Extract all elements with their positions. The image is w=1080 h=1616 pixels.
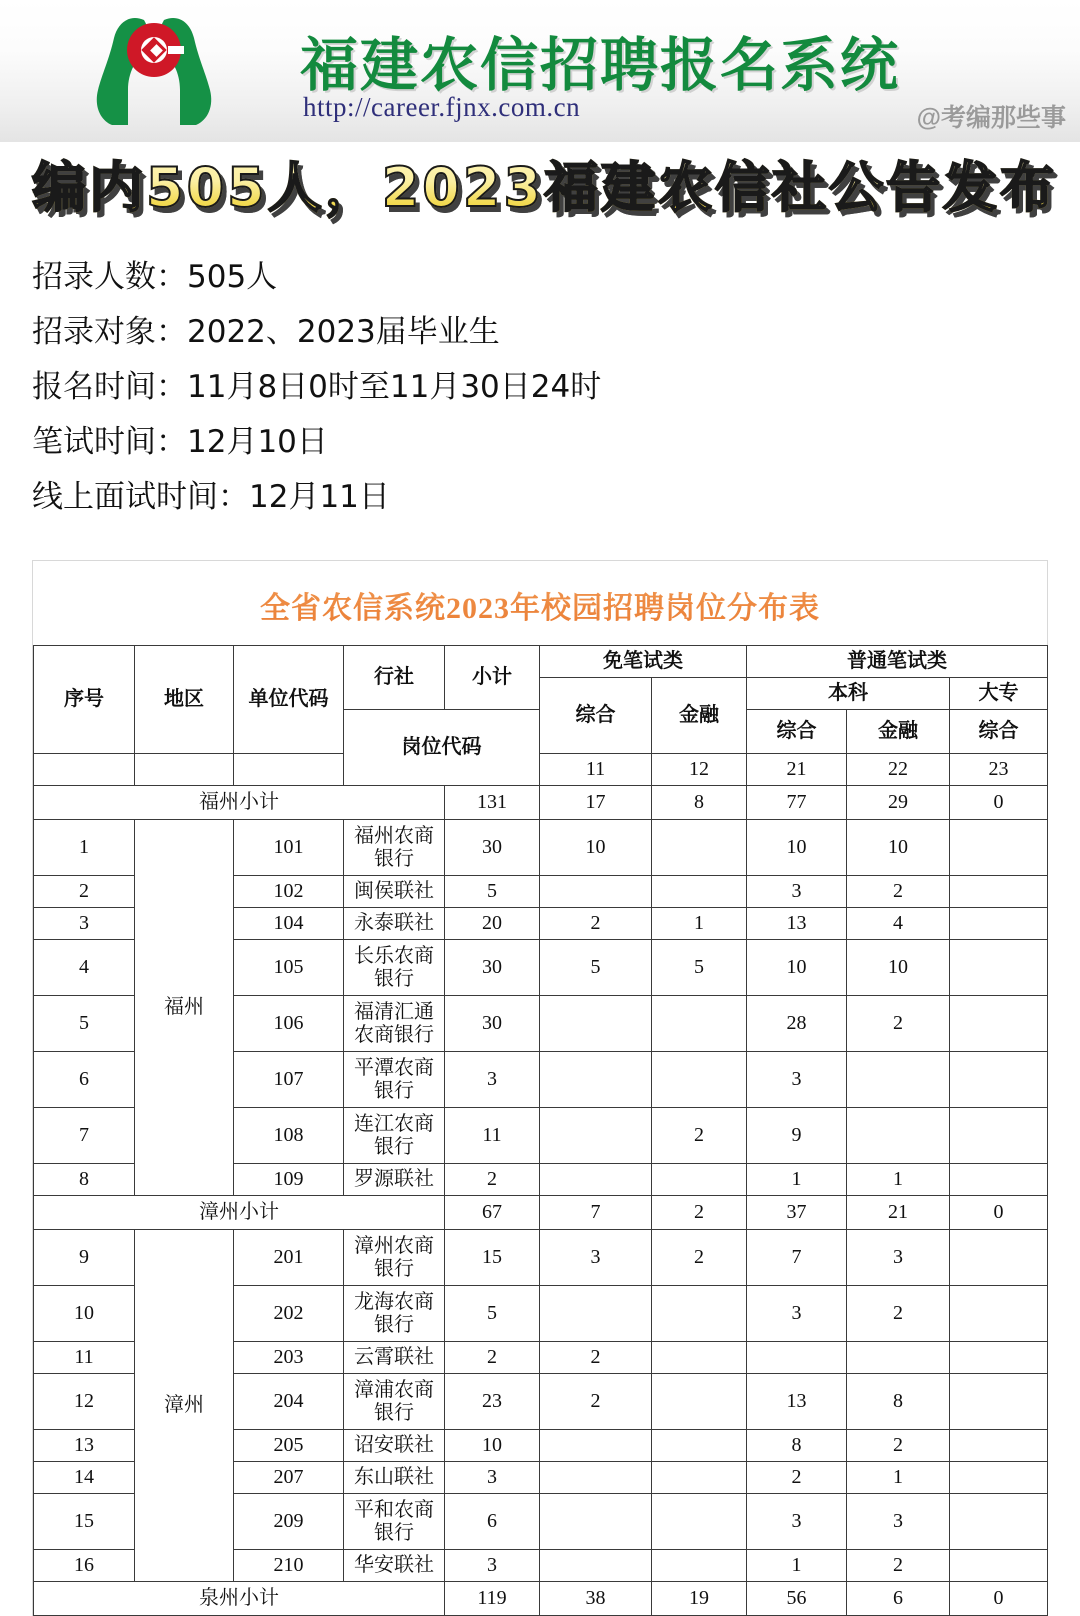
cell-subtotal: 30 [445,996,540,1052]
cell-value-22 [847,1108,950,1164]
cell-value-22 [847,1342,950,1374]
cell-value-23 [950,820,1048,876]
cell-subtotal: 30 [445,820,540,876]
cell-value-11 [540,996,652,1052]
cell-value-21: 10 [747,820,847,876]
subtotal-total: 131 [445,786,540,820]
cell-value-12 [652,1462,747,1494]
cell-subtotal: 11 [445,1108,540,1164]
cell-subtotal: 30 [445,940,540,996]
subtotal-value-11: 38 [540,1582,652,1616]
cell-value-23 [950,1494,1048,1550]
cell-value-11 [540,1430,652,1462]
cell-value-22: 1 [847,1164,950,1196]
table-subtotal-row [34,1582,1048,1616]
cell-value-22: 2 [847,1430,950,1462]
cell-subtotal: 2 [445,1342,540,1374]
cell-value-21: 3 [747,1052,847,1108]
th-college: 大专 [950,678,1048,710]
subtotal-value-23: 0 [950,786,1048,820]
post-code-blank-seq [34,754,135,786]
cell-value-21 [747,1342,847,1374]
cell-value-11 [540,1164,652,1196]
post-code-11: 11 [540,754,652,786]
cell-value-11 [540,1550,652,1582]
info-line-recruit-count: 招录人数：505人 [32,259,278,295]
cell-value-23 [950,1462,1048,1494]
cell-unit-code: 207 [234,1462,344,1494]
brand-title: 福建农信招聘报名系统 [300,31,901,99]
cell-value-11: 3 [540,1230,652,1286]
cell-unit-code: 201 [234,1230,344,1286]
cell-subtotal: 10 [445,1430,540,1462]
subtotal-label: 漳州小计 [34,1196,445,1230]
cell-value-11 [540,1052,652,1108]
cell-subtotal: 5 [445,876,540,908]
cell-value-22: 1 [847,1462,950,1494]
cell-seq: 7 [34,1108,135,1164]
cell-value-12 [652,876,747,908]
cell-value-11: 2 [540,1342,652,1374]
cell-value-23 [950,1230,1048,1286]
cell-unit-code: 210 [234,1550,344,1582]
th-exempt-comprehensive: 综合 [540,678,652,754]
cell-seq: 13 [34,1430,135,1462]
cell-value-22: 4 [847,908,950,940]
cell-unit-code: 108 [234,1108,344,1164]
cell-subtotal: 3 [445,1052,540,1108]
subtotal-value-21: 77 [747,786,847,820]
cell-value-23 [950,908,1048,940]
cell-subtotal: 5 [445,1286,540,1342]
fjnx-hands-coin-logo-icon [84,12,224,130]
cell-value-23 [950,1108,1048,1164]
subtotal-label: 福州小计 [34,786,445,820]
th-org: 行社 [344,646,445,710]
cell-value-21: 9 [747,1108,847,1164]
cell-value-11 [540,1494,652,1550]
cell-org-name: 连江农商银行 [344,1108,445,1164]
cell-value-12 [652,1342,747,1374]
cell-value-12 [652,820,747,876]
subtotal-value-12: 19 [652,1582,747,1616]
cell-value-12 [652,1052,747,1108]
subtotal-value-23: 0 [950,1582,1048,1616]
cell-value-23 [950,1374,1048,1430]
th-group-exempt: 免笔试类 [540,646,747,678]
cell-unit-code: 107 [234,1052,344,1108]
cell-value-23 [950,940,1048,996]
post-code-row [34,754,1048,786]
cell-value-11 [540,1462,652,1494]
subtotal-value-12: 8 [652,786,747,820]
cell-unit-code: 204 [234,1374,344,1430]
table-subtotal-row [34,786,1048,820]
cell-value-21: 1 [747,1164,847,1196]
cell-subtotal: 3 [445,1550,540,1582]
cell-value-22: 3 [847,1494,950,1550]
site-header [0,0,1080,142]
cell-value-11 [540,1286,652,1342]
table-head [34,646,1048,786]
cell-value-12 [652,1550,747,1582]
cell-seq: 2 [34,876,135,908]
cell-value-11: 10 [540,820,652,876]
cell-value-23 [950,996,1048,1052]
cell-subtotal: 15 [445,1230,540,1286]
info-line-written-exam: 笔试时间：12月10日 [32,424,328,460]
cell-value-22: 8 [847,1374,950,1430]
th-unit-code: 单位代码 [234,646,344,754]
cell-value-12 [652,996,747,1052]
cell-org-name: 长乐农商银行 [344,940,445,996]
cell-unit-code: 203 [234,1342,344,1374]
cell-org-name: 罗源联社 [344,1164,445,1196]
cell-value-21: 3 [747,876,847,908]
cell-unit-code: 205 [234,1430,344,1462]
cell-unit-code: 102 [234,876,344,908]
cell-org-name: 诏安联社 [344,1430,445,1462]
cell-value-23 [950,1052,1048,1108]
cell-value-21: 13 [747,908,847,940]
cell-org-name: 漳州农商银行 [344,1230,445,1286]
cell-value-12: 1 [652,908,747,940]
job-distribution-table [33,645,1048,1616]
post-code-22: 22 [847,754,950,786]
cell-org-name: 云霄联社 [344,1342,445,1374]
post-code-blank-unit [234,754,344,786]
cell-seq: 3 [34,908,135,940]
brand-url[interactable]: http://career.fjnx.com.cn [303,92,581,122]
cell-subtotal: 23 [445,1374,540,1430]
subtotal-value-11: 7 [540,1196,652,1230]
subtotal-total: 119 [445,1582,540,1616]
subtotal-label: 泉州小计 [34,1582,445,1616]
table-row [34,1230,1048,1286]
cell-value-21: 28 [747,996,847,1052]
cell-seq: 15 [34,1494,135,1550]
watermark-handle: @考编那些事 [916,104,1066,132]
cell-seq: 10 [34,1286,135,1342]
cell-seq: 5 [34,996,135,1052]
cell-unit-code: 105 [234,940,344,996]
cell-value-23 [950,1430,1048,1462]
th-region: 地区 [135,646,234,754]
th-bachelor-finance: 金融 [847,710,950,754]
cell-value-23 [950,1164,1048,1196]
th-bachelor-comprehensive: 综合 [747,710,847,754]
cell-value-23 [950,1550,1048,1582]
cell-subtotal: 20 [445,908,540,940]
cell-seq: 8 [34,1164,135,1196]
cell-value-23 [950,1342,1048,1374]
cell-org-name: 龙海农商银行 [344,1286,445,1342]
cell-region: 漳州 [135,1230,234,1582]
cell-seq: 11 [34,1342,135,1374]
cell-org-name: 漳浦农商银行 [344,1374,445,1430]
cell-value-21: 10 [747,940,847,996]
th-college-comprehensive: 综合 [950,710,1048,754]
cell-seq: 1 [34,820,135,876]
th-group-normal: 普通笔试类 [747,646,1048,678]
cell-value-11 [540,876,652,908]
cell-value-21: 7 [747,1230,847,1286]
subtotal-value-11: 17 [540,786,652,820]
cell-value-21: 3 [747,1494,847,1550]
cell-value-12 [652,1286,747,1342]
post-code-12: 12 [652,754,747,786]
headline-text: 编内505人，2023福建农信社公告发布 [32,152,1048,225]
cell-org-name: 平潭农商银行 [344,1052,445,1108]
cell-value-21: 1 [747,1550,847,1582]
cell-value-22: 3 [847,1230,950,1286]
headline-banner [0,152,1080,238]
cell-value-22: 2 [847,996,950,1052]
cell-seq: 9 [34,1230,135,1286]
cell-unit-code: 106 [234,996,344,1052]
cell-org-name: 平和农商银行 [344,1494,445,1550]
cell-org-name: 华安联社 [344,1550,445,1582]
cell-value-12 [652,1494,747,1550]
cell-value-12 [652,1374,747,1430]
th-seq: 序号 [34,646,135,754]
cell-value-21: 13 [747,1374,847,1430]
th-exempt-finance: 金融 [652,678,747,754]
subtotal-value-12: 2 [652,1196,747,1230]
subtotal-value-22: 21 [847,1196,950,1230]
cell-subtotal: 6 [445,1494,540,1550]
subtotal-value-21: 37 [747,1196,847,1230]
cell-value-12: 5 [652,940,747,996]
job-distribution-table-block [32,560,1048,1616]
cell-seq: 12 [34,1374,135,1430]
th-bachelor: 本科 [747,678,950,710]
cell-region: 福州 [135,820,234,1196]
th-post-code-label: 岗位代码 [344,710,540,786]
cell-value-23 [950,876,1048,908]
cell-seq: 4 [34,940,135,996]
subtotal-value-22: 29 [847,786,950,820]
cell-value-22: 2 [847,1550,950,1582]
cell-value-21: 3 [747,1286,847,1342]
cell-value-12 [652,1164,747,1196]
cell-unit-code: 209 [234,1494,344,1550]
cell-value-22: 2 [847,1286,950,1342]
table-subtotal-row [34,1196,1048,1230]
cell-org-name: 福清汇通农商银行 [344,996,445,1052]
cell-seq: 16 [34,1550,135,1582]
cell-value-21: 2 [747,1462,847,1494]
subtotal-total: 67 [445,1196,540,1230]
table-body [34,786,1048,1616]
cell-value-22: 10 [847,820,950,876]
cell-org-name: 闽侯联社 [344,876,445,908]
cell-value-11: 2 [540,1374,652,1430]
cell-org-name: 福州农商银行 [344,820,445,876]
cell-unit-code: 202 [234,1286,344,1342]
cell-value-21: 8 [747,1430,847,1462]
cell-value-11 [540,1108,652,1164]
cell-subtotal: 3 [445,1462,540,1494]
cell-org-name: 东山联社 [344,1462,445,1494]
cell-value-11: 2 [540,908,652,940]
cell-value-22: 10 [847,940,950,996]
post-code-21: 21 [747,754,847,786]
cell-value-11: 5 [540,940,652,996]
cell-subtotal: 2 [445,1164,540,1196]
th-subtotal: 小计 [445,646,540,710]
cell-unit-code: 101 [234,820,344,876]
cell-value-22 [847,1052,950,1108]
cell-value-12 [652,1430,747,1462]
cell-unit-code: 104 [234,908,344,940]
subtotal-value-21: 56 [747,1582,847,1616]
post-code-23: 23 [950,754,1048,786]
info-line-target: 招录对象：2022、2023届毕业生 [32,314,500,350]
cell-unit-code: 109 [234,1164,344,1196]
cell-seq: 14 [34,1462,135,1494]
info-line-registration: 报名时间：11月8日0时至11月30日24时 [32,369,602,405]
cell-value-23 [950,1286,1048,1342]
cell-value-12: 2 [652,1230,747,1286]
cell-value-22: 2 [847,876,950,908]
table-caption: 全省农信系统2023年校园招聘岗位分布表 [33,561,1047,645]
summary-info-list [32,259,1032,537]
subtotal-value-22: 6 [847,1582,950,1616]
cell-seq: 6 [34,1052,135,1108]
table-row [34,820,1048,876]
post-code-blank-region [135,754,234,786]
cell-org-name: 永泰联社 [344,908,445,940]
cell-value-12: 2 [652,1108,747,1164]
subtotal-value-23: 0 [950,1196,1048,1230]
info-line-online-interview: 线上面试时间：12月11日 [32,479,390,515]
